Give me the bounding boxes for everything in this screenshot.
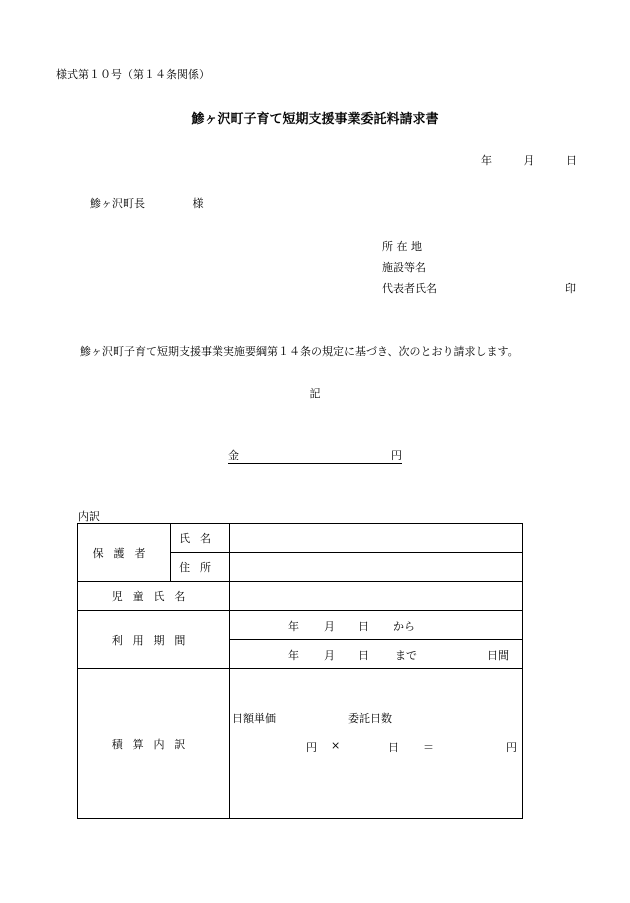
ki-heading: 記 — [309, 387, 321, 400]
calc-yen-unit-2: 円 — [506, 740, 517, 754]
period-from-field[interactable] — [230, 611, 523, 640]
table-row — [78, 611, 523, 640]
guardian-label: 保護者 — [92, 546, 156, 560]
form-number: 様式第１０号（第１４条関係） — [56, 68, 210, 81]
unit-price-label: 日額単価 — [232, 711, 276, 725]
period-to-field[interactable] — [230, 640, 523, 669]
amount-prefix: 金 — [228, 449, 239, 462]
address-label-cell — [171, 553, 230, 582]
table-row — [78, 582, 523, 611]
calc-label-cell — [78, 669, 230, 819]
date-month-label: 月 — [523, 154, 535, 167]
days-label: 委託日数 — [348, 711, 392, 725]
period-from-day: 日 — [358, 620, 369, 633]
child-name-label-cell — [78, 582, 230, 611]
period-label: 利用期間 — [111, 633, 196, 647]
period-from-suffix: から — [393, 620, 415, 633]
applicant-address-row — [382, 236, 578, 257]
addressee-name: 鯵ヶ沢町長 — [90, 197, 145, 210]
breakdown-table — [77, 523, 523, 819]
period-from-year: 年 — [288, 620, 299, 633]
period-to-year: 年 — [288, 649, 299, 662]
addressee-honorific: 様 — [192, 197, 204, 210]
applicant-representative-row — [382, 278, 578, 299]
period-to-day: 日 — [358, 649, 369, 662]
period-label-cell — [78, 611, 230, 669]
guardian-address-field[interactable] — [230, 553, 523, 582]
date-year-label: 年 — [481, 154, 492, 167]
child-name-field[interactable] — [230, 582, 523, 611]
name-label: 氏名 — [179, 532, 221, 545]
guardian-label-cell — [78, 524, 171, 582]
child-name-label: 児童氏名 — [111, 590, 196, 603]
calc-yen-unit-1: 円 — [306, 740, 317, 754]
applicant-address-label: 所 在 地 — [382, 240, 422, 253]
applicant-block — [382, 236, 578, 299]
date-day-label: 日 — [566, 154, 577, 167]
calc-label: 積算内訳 — [111, 737, 196, 751]
date-line — [481, 152, 577, 168]
calc-field[interactable] — [230, 669, 523, 819]
page-title: 鯵ヶ沢町子育て短期支援事業委託料請求書 — [191, 112, 439, 127]
table-row — [78, 524, 523, 553]
address-label: 住所 — [179, 561, 221, 574]
calc-day-unit: 日 — [388, 740, 399, 754]
period-to-month: 月 — [324, 649, 335, 662]
equals-sign: ＝ — [423, 740, 434, 754]
times-sign: × — [331, 738, 341, 752]
name-label-cell — [171, 524, 230, 553]
applicant-facility-row — [382, 257, 578, 278]
period-days-unit: 日間 — [487, 649, 509, 662]
period-to-suffix: まで — [395, 649, 417, 662]
table-row — [78, 669, 523, 819]
applicant-representative-label: 代表者氏名 — [382, 282, 437, 295]
body-text: 鯵ヶ沢町子育て短期支援事業実施要綱第１４条の規定に基づき、次のとおり請求します。 — [80, 345, 519, 358]
seal-mark: 印 — [565, 282, 576, 295]
period-from-month: 月 — [324, 620, 335, 633]
guardian-name-field[interactable] — [230, 524, 523, 553]
amount-suffix: 円 — [391, 449, 402, 462]
applicant-facility-label: 施設等名 — [382, 261, 426, 274]
breakdown-label: 内訳 — [78, 510, 100, 523]
addressee — [90, 195, 204, 211]
amount-line — [228, 447, 402, 464]
